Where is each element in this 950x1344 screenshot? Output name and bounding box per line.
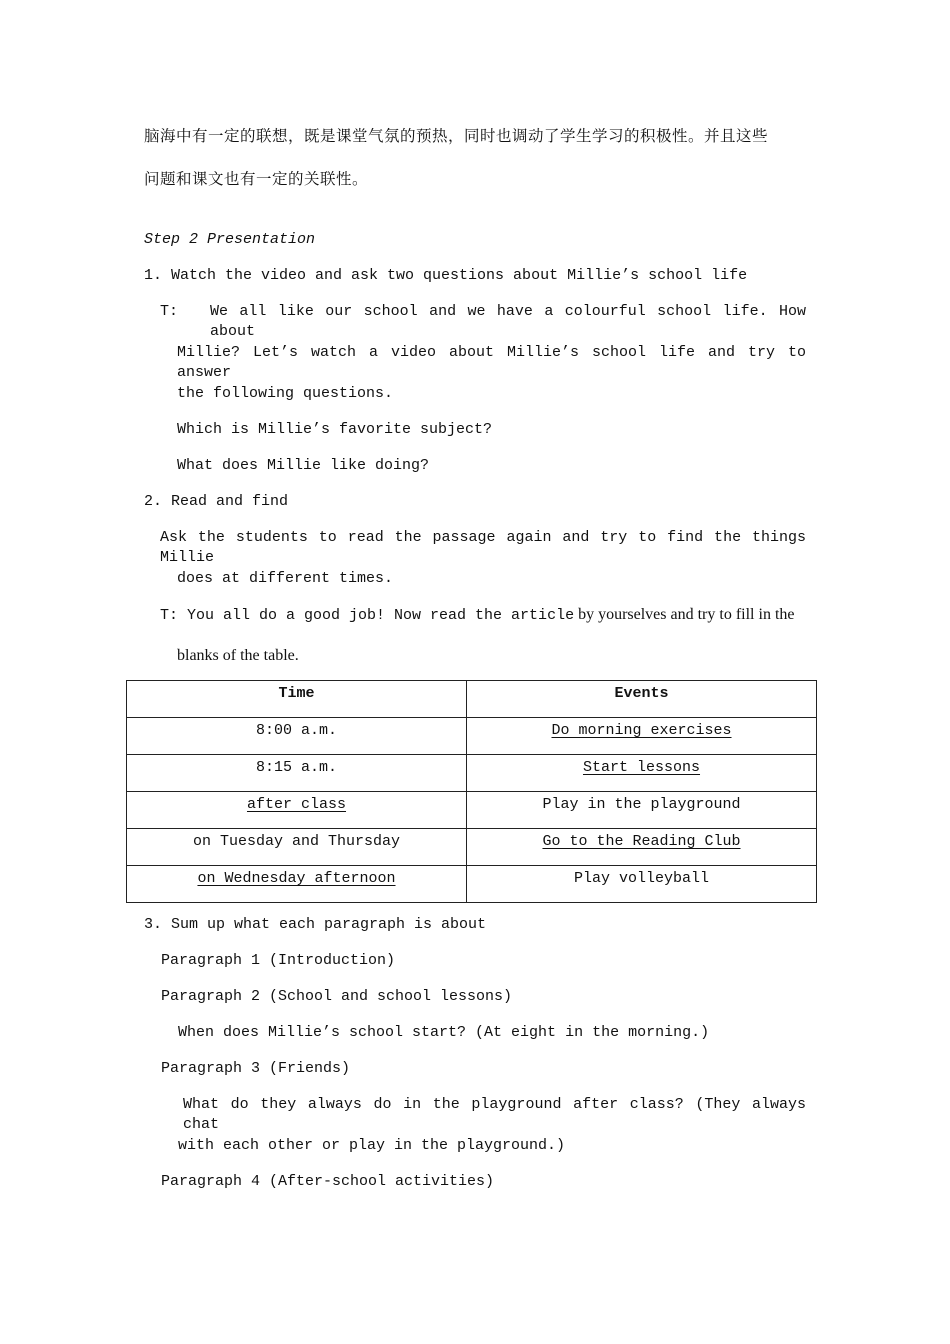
- item1-t-line-1: We all like our school and we have a colourful school life. How about: [210, 303, 806, 340]
- cell-event: [467, 718, 817, 755]
- item1-t-line-3: the following questions.: [177, 385, 394, 402]
- intro-cn-line-1: 脑海中有一定的联想，既是课堂气氛的预热，同时也调动了学生学习的积极性。并且这些: [144, 127, 769, 145]
- item1-t-label: T:: [160, 303, 179, 320]
- time-text: on Tuesday and Thursday: [192, 833, 401, 850]
- item2-line-1: Ask the students to read the passage again and try to find the things Millie: [160, 529, 806, 566]
- item2-t-line-1-serif: by yourselves and try to fill in the: [574, 606, 795, 623]
- time-answer: after class: [246, 796, 347, 813]
- time-text: 8:15 a.m.: [255, 759, 337, 776]
- table-row: [127, 792, 817, 829]
- item2-t-line-1-mono: T: You all do a good job! Now read the article: [160, 607, 575, 624]
- paragraph-4-label: Paragraph 4 (After-school activities): [161, 1173, 495, 1190]
- time-answer: on Wednesday afternoon: [197, 870, 396, 887]
- event-answer: Start lessons: [582, 759, 701, 776]
- item1-title: 1. Watch the video and ask two questions about Millie’s school life: [144, 267, 748, 284]
- paragraph-2-question: When does Millie’s school start? (At eight in the morning.): [178, 1024, 710, 1041]
- item2-t-line-1: [160, 605, 806, 626]
- item1-question-2: What does Millie like doing?: [177, 457, 430, 474]
- table-row: [127, 755, 817, 792]
- table-row: [127, 718, 817, 755]
- cell-event: [467, 792, 817, 829]
- step2-heading: Step 2 Presentation: [144, 231, 316, 248]
- paragraph-2-label: Paragraph 2 (School and school lessons): [161, 988, 513, 1005]
- time-events-table: [126, 680, 817, 903]
- paragraph-3-label: Paragraph 3 (Friends): [161, 1060, 351, 1077]
- event-text: Play volleyball: [573, 870, 710, 887]
- event-answer: Go to the Reading Club: [542, 833, 741, 850]
- item2-title: 2. Read and find: [144, 493, 289, 510]
- cell-time: [127, 718, 467, 755]
- cell-event: [467, 755, 817, 792]
- paragraph-1-label: Paragraph 1 (Introduction): [161, 952, 396, 969]
- paragraph-3-question-line-1: What do they always do in the playground after class? (They always chat: [183, 1096, 806, 1133]
- item1-question-1: Which is Millie’s favorite subject?: [177, 421, 493, 438]
- item2-line-2: does at different times.: [177, 570, 394, 587]
- header-events: Events: [467, 681, 817, 718]
- table-row: [127, 866, 817, 903]
- header-time: Time: [127, 681, 467, 718]
- time-text: 8:00 a.m.: [255, 722, 337, 739]
- cell-time: [127, 829, 467, 866]
- event-answer: Do morning exercises: [551, 722, 732, 739]
- cell-time: [127, 792, 467, 829]
- cell-time: [127, 866, 467, 903]
- cell-event: [467, 829, 817, 866]
- table-row: [127, 829, 817, 866]
- cell-event: [467, 866, 817, 903]
- table-header-row: [127, 681, 817, 718]
- event-text: Play in the playground: [542, 796, 741, 813]
- item1-t-line-2: Millie? Let’s watch a video about Millie’s school life and try to answer: [177, 344, 806, 381]
- item2-t-line-2: blanks of the table.: [177, 647, 299, 664]
- paragraph-3-question-line-2: with each other or play in the playground.): [178, 1137, 566, 1154]
- cell-time: [127, 755, 467, 792]
- item3-title: 3. Sum up what each paragraph is about: [144, 916, 487, 933]
- intro-cn-line-2: 问题和课文也有一定的关联性。: [144, 170, 369, 188]
